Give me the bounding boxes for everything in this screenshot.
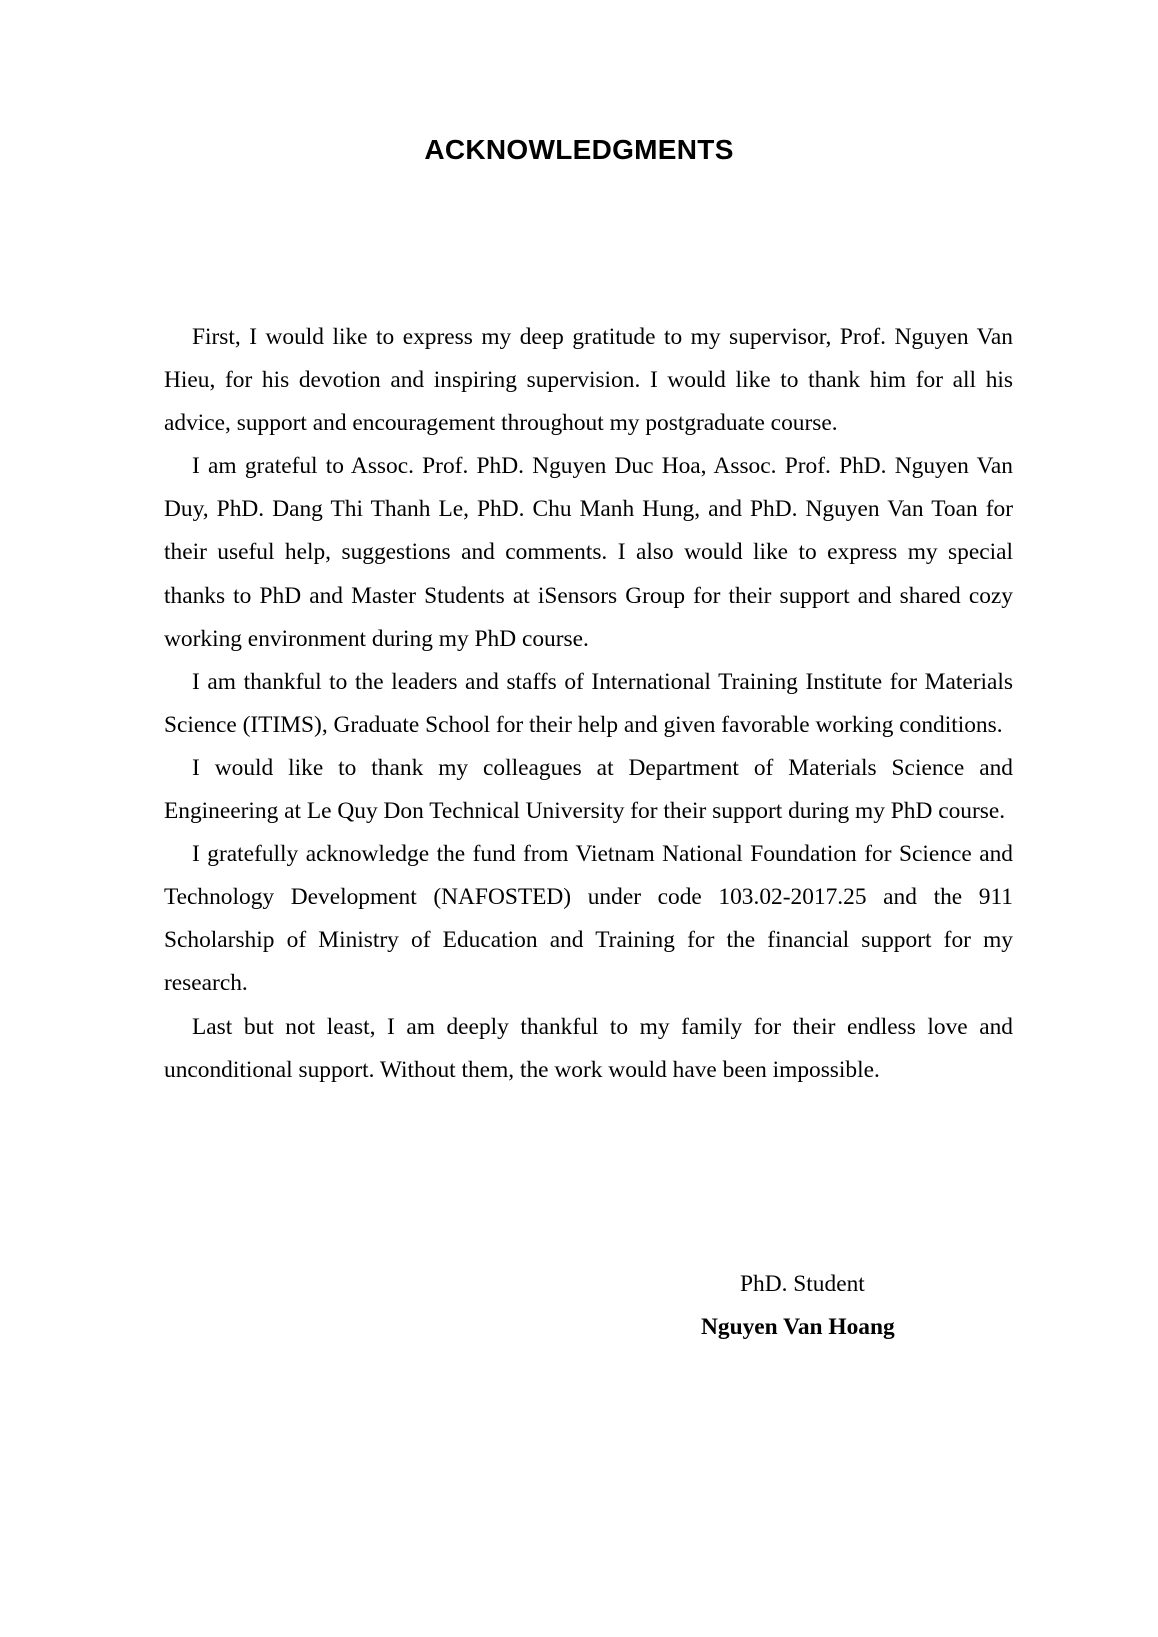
paragraph-department: I would like to thank my colleagues at Department of Materials Science and Engineering at Le Quy Don Technical University for their support during my PhD course.: [164, 754, 1013, 825]
paragraph-colleagues-group: I am grateful to Assoc. Prof. PhD. Nguyen Duc Hoa, Assoc. Prof. PhD. Nguyen Van Duy, PhD. Dang Thi Thanh Le, PhD. Chu Manh Hung, and PhD. Nguyen Van Toan for their useful help, suggestions and comments. I also would like to express my special thanks to PhD and Master Students at iSensors Group for their support and shared cozy working environment during my PhD course.: [164, 453, 1013, 652]
paragraph-institute: I am thankful to the leaders and staffs of International Training Institute for Materials Science (ITIMS), Graduate School for their help and given favorable working conditions.: [164, 668, 1013, 738]
signature-name: Nguyen Van Hoang: [701, 1314, 895, 1340]
paragraph-supervisor: First, I would like to express my deep gratitude to my supervisor, Prof. Nguyen Van Hieu, for his devotion and inspiring supervision. I would like to thank him for all his advice, support and encouragement throughout my postgraduate course.: [164, 324, 1013, 437]
signature-role: PhD. Student: [740, 1271, 865, 1297]
acknowledgment-body: [164, 316, 1013, 1092]
paragraph-funding: I gratefully acknowledge the fund from Vietnam National Foundation for Science and Technology Development (NAFOSTED) under code 103.02-2017.25 and the 911 Scholarship of Ministry of Education and Training for the financial support for my research.: [164, 841, 1013, 997]
page-title: ACKNOWLEDGMENTS: [424, 134, 734, 165]
paragraph-family: Last but not least, I am deeply thankful to my family for their endless love and unconditional support. Without them, the work would have been impossible.: [164, 1013, 1013, 1083]
